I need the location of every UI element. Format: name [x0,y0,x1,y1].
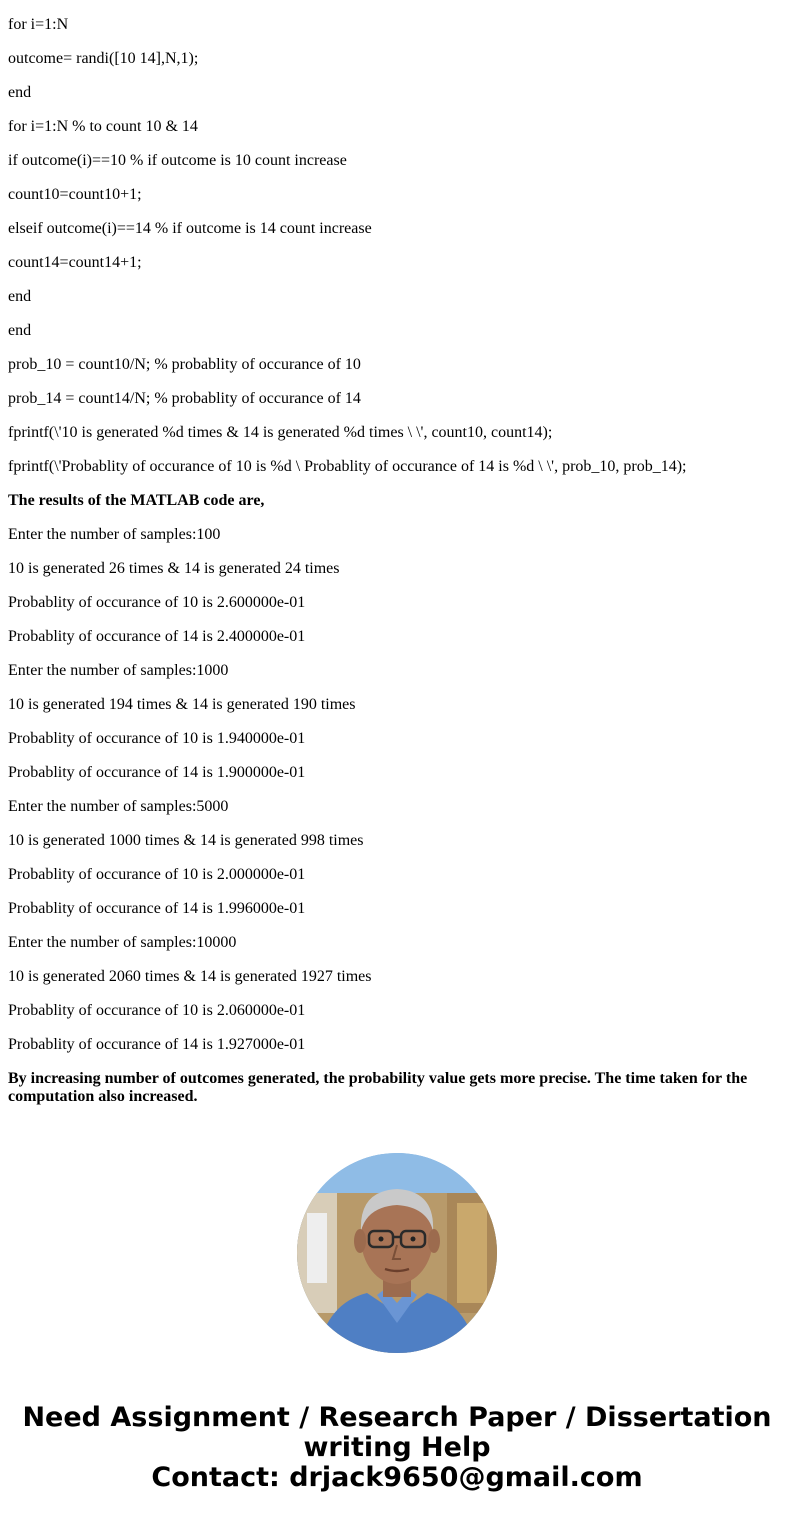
code-line: prob_14 = count14/N; % probablity of occurance of 14 [8,390,361,407]
result-line: Enter the number of samples:1000 [8,662,229,679]
result-line: Enter the number of samples:100 [8,526,221,543]
result-line: 10 is generated 2060 times & 14 is generated 1927 times [8,968,372,985]
author-avatar [297,1153,497,1353]
result-line: Probablity of occurance of 10 is 1.940000e-01 [8,730,306,747]
result-line: Enter the number of samples:5000 [8,798,229,815]
footer-line-2: writing Help [303,1432,491,1463]
author-portrait-image [297,1153,497,1353]
result-line: Probablity of occurance of 10 is 2.000000e-01 [8,866,306,883]
result-line: Probablity of occurance of 10 is 2.600000e-01 [8,594,306,611]
result-line: Probablity of occurance of 14 is 1.996000e-01 [8,900,306,917]
footer-contact [0,1403,794,1493]
code-line: count14=count14+1; [8,254,142,271]
result-line: 10 is generated 194 times & 14 is generated 190 times [8,696,356,713]
code-line: count10=count10+1; [8,186,142,203]
result-line: 10 is generated 1000 times & 14 is generated 998 times [8,832,364,849]
document-body [8,16,786,1122]
code-line: fprintf(\'10 is generated %d times & 14 is generated %d times \ \', count10, count14); [8,424,553,441]
result-line: Probablity of occurance of 14 is 1.927000e-01 [8,1036,306,1053]
code-line: prob_10 = count10/N; % probablity of occurance of 10 [8,356,361,373]
code-line: elseif outcome(i)==14 % if outcome is 14 count increase [8,220,372,237]
footer-contact-email: Contact: drjack9650@gmail.com [151,1462,643,1493]
results-heading: The results of the MATLAB code are, [8,492,265,509]
code-line: end [8,84,32,101]
code-line: for i=1:N [8,16,69,33]
result-line: Probablity of occurance of 10 is 2.060000e-01 [8,1002,306,1019]
code-line: fprintf(\'Probablity of occurance of 10 is %d \ Probablity of occurance of 14 is %d \ \', prob_10, prob_14); [8,458,687,475]
conclusion-text: By increasing number of outcomes generated, the probability value gets more precise. The time taken for the computation also increased. [8,1070,748,1105]
result-line: Probablity of occurance of 14 is 2.400000e-01 [8,628,306,645]
result-line: Probablity of occurance of 14 is 1.900000e-01 [8,764,306,781]
code-line: if outcome(i)==10 % if outcome is 10 count increase [8,152,347,169]
footer-line-1: Need Assignment / Research Paper / Dissertation [22,1402,772,1433]
code-line: end [8,288,32,305]
result-line: Enter the number of samples:10000 [8,934,237,951]
code-line: outcome= randi([10 14],N,1); [8,50,199,67]
code-line: for i=1:N % to count 10 & 14 [8,118,198,135]
result-line: 10 is generated 26 times & 14 is generated 24 times [8,560,340,577]
code-line: end [8,322,32,339]
